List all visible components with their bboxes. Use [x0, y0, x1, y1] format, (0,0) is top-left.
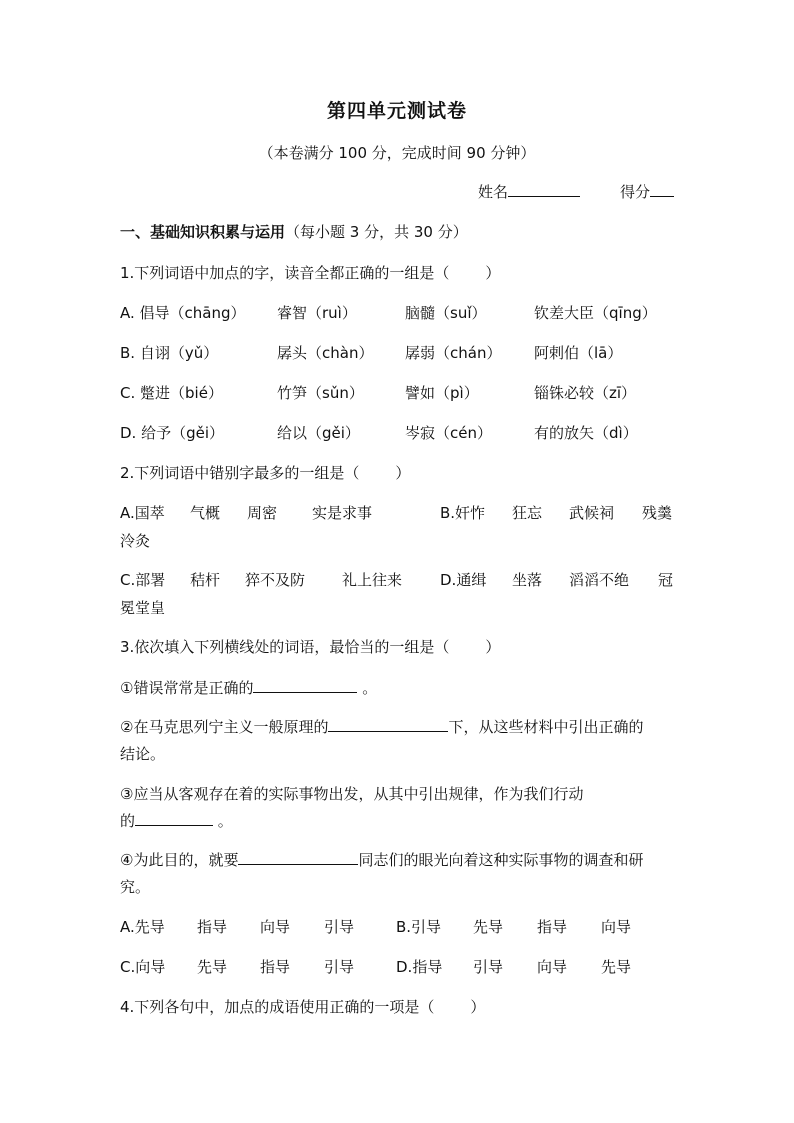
section-1-note: （每小题 3 分，共 30 分） — [285, 223, 468, 241]
exam-page: 第四单元测试卷 （本卷满分 100 分，完成时间 90 分钟） 姓名 得分 一、基础知识积累与运用（每小题 3 分，共 30 分） 1.下列词语中加点的字，读音全都正确的一组是（ ） A. 倡导（chāng） 睿智（ruì） 脑髓（suǐ） 钦差大臣（qīng） B. 自诩（yǔ） 孱头（chàn） 孱弱（chán） 阿剌伯（lā） C. 蹩进（bié） 竹笋（sǔn） 譬如（pì） 锱铢必较（zī） D. 给予（gěi） 给以（gěi） 岑寂（cén） 有的放矢（dì） 2.下列词语中错别字最多的一组是（ ） A.国萃 气概 周密 实是求事 B.奸怍 狂忘 武候祠 残羹 泠灸 C.部署 秸杆 猝不及防 礼上往来 D.通缉 坐落 滔滔不绝 冠 冕堂皇 3.依次填入下列横线处的词语，最恰当的一组是（ ） ①错误常常是正确的 。 ②在马克思列宁主义一般原理的 下，从这些材料中引出正确的 结论。 ③应当从客观存在着的实际事物出发，从其中引出规律，作为我们行动 的 。 ④为此目的，就要 同志们的眼光向着这种实际事物的调查和研 究。 A.先导 指导 向导 引导 B.引导 先导 指导 向导 C.向导 先导 指导 引导 D.指导 引导 向导 先导 4.下列各句中，加点的成语使用正确的一项是（ ） — [0, 0, 794, 1123]
q3-sentence-4-cont: 究。 — [120, 878, 151, 896]
q3-blank-4[interactable] — [238, 850, 358, 865]
q3-sentence-4: ④为此目的，就要 同志们的眼光向着这种实际事物的调查和研 — [120, 851, 644, 869]
q3-sentence-3-cont: 的 。 — [120, 812, 233, 830]
q3-sentence-3: ③应当从客观存在着的实际事物出发，从其中引出规律，作为我们行动 — [120, 785, 584, 803]
q1-option-c: C. 蹩进（bié） 竹笋（sǔn） 譬如（pì） 锱铢必较（zī） — [120, 384, 637, 402]
q3-blank-2[interactable] — [328, 717, 448, 732]
q4-stem: 4.下列各句中，加点的成语使用正确的一项是（ ） — [120, 998, 486, 1016]
section-1-heading — [120, 221, 676, 242]
name-score-row — [478, 181, 674, 202]
q2-option-cd-line2: 冕堂皇 — [120, 599, 166, 617]
q2-stem: 2.下列词语中错别字最多的一组是（ ） — [120, 464, 411, 482]
q3-sentence-2: ②在马克思列宁主义一般原理的 下，从这些材料中引出正确的 — [120, 718, 644, 736]
q3-sentence-1: ①错误常常是正确的 。 — [120, 679, 378, 697]
q3-stem: 3.依次填入下列横线处的词语，最恰当的一组是（ ） — [120, 638, 501, 656]
page-subtitle: （本卷满分 100 分，完成时间 90 分钟） — [258, 144, 536, 162]
q1-option-b: B. 自诩（yǔ） 孱头（chàn） 孱弱（chán） 阿剌伯（lā） — [120, 344, 623, 362]
q3-blank-1[interactable] — [253, 678, 357, 693]
q3-sentence-2-cont: 结论。 — [120, 745, 166, 763]
score-blank[interactable] — [650, 182, 674, 197]
section-1-title: 一、基础知识积累与运用 — [120, 223, 286, 241]
q2-option-ab-line2: 泠灸 — [120, 532, 151, 550]
q1-stem: 1.下列词语中加点的字，读音全都正确的一组是（ ） — [120, 264, 501, 282]
q1-option-d: D. 给予（gěi） 给以（gěi） 岑寂（cén） 有的放矢（dì） — [120, 424, 638, 442]
name-blank[interactable] — [508, 182, 580, 197]
page-title: 第四单元测试卷 — [326, 100, 467, 122]
name-label: 姓名 — [477, 183, 508, 201]
q1-option-a: A. 倡导（chāng） 睿智（ruì） 脑髓（suǐ） 钦差大臣（qīng） — [120, 304, 657, 322]
q3-blank-3[interactable] — [135, 811, 213, 826]
score-label: 得分 — [619, 183, 650, 201]
